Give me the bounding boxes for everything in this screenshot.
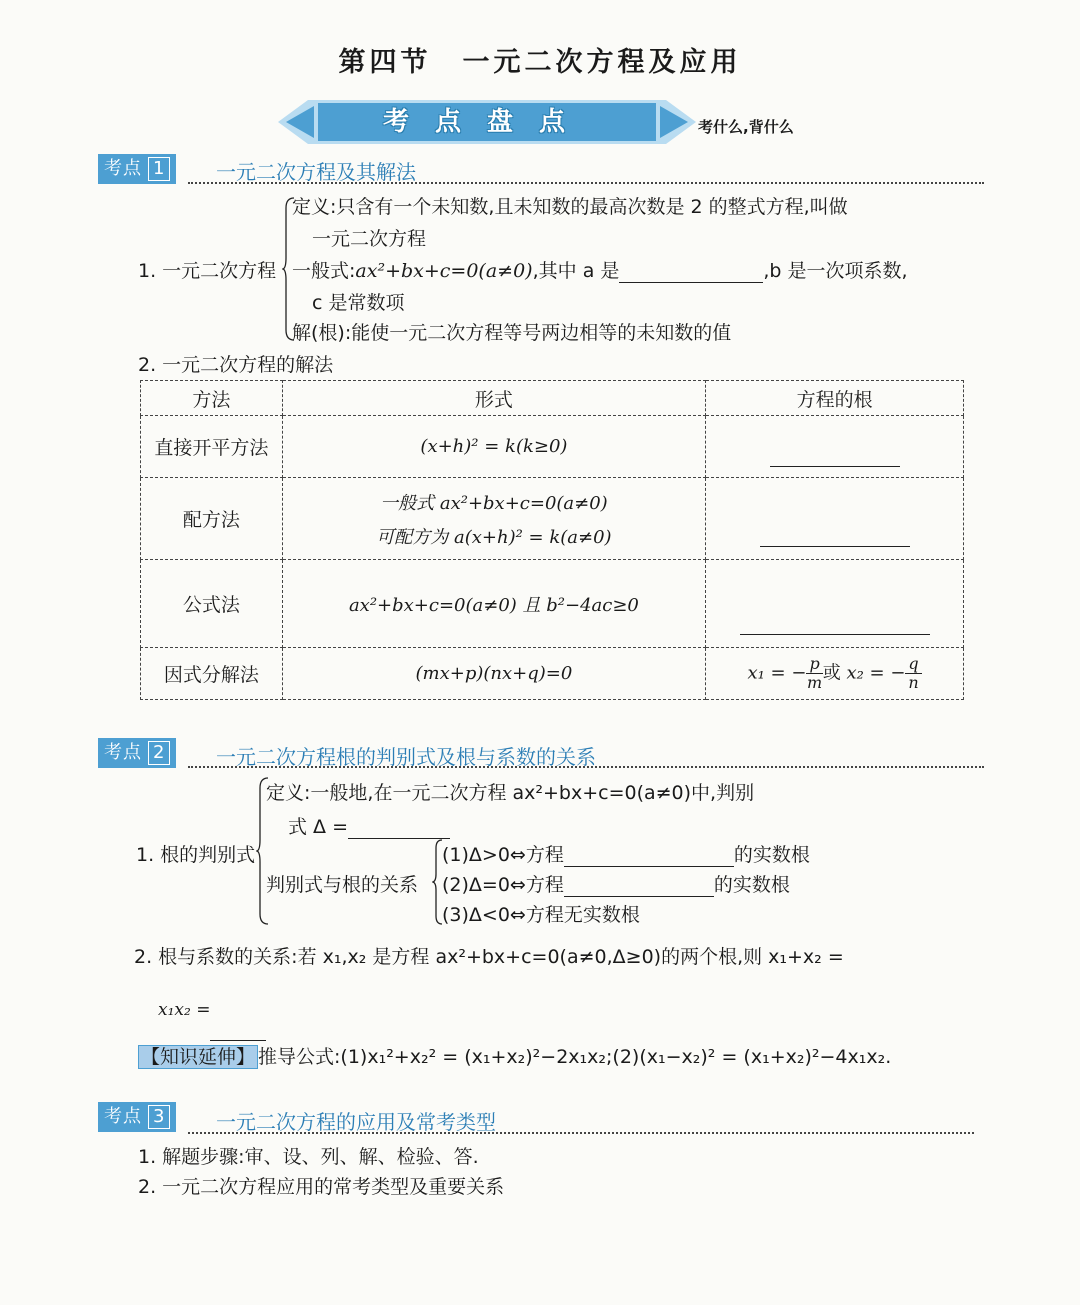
badge-label: 考点 <box>104 1106 142 1127</box>
root-cell <box>706 648 964 700</box>
delta-label: 式 Δ = <box>288 816 348 838</box>
frac-num: p <box>806 655 822 674</box>
case1-prefix: (1)Δ>0⇔方程 <box>442 844 564 866</box>
section-2-title: 一元二次方程根的判别式及根与系数的关系 <box>216 745 596 769</box>
section-1-divider <box>188 182 984 184</box>
s2-item2-text: 2. 根与系数的关系:若 x₁,x₂ 是方程 ax²+bx+c=0(a≠0,Δ≥0)的两个根,则 x₁+x₂ = <box>134 946 844 968</box>
section-1-title: 一元二次方程及其解法 <box>216 160 416 184</box>
form-line: 可配方为 a(x+h)² = k(a≠0) <box>376 526 612 548</box>
frac-den: m <box>806 673 823 692</box>
badge-number: 1 <box>148 157 170 181</box>
solution-methods-table <box>140 380 964 700</box>
header-method: 方法 <box>141 381 283 416</box>
s2-knowledge-extension <box>138 1042 891 1069</box>
knowledge-text: 推导公式:(1)x₁²+x₂² = (x₁+x₂)²−2x₁x₂;(2)(x₁−x₂)² = (x₁+x₂)²−4x₁x₂. <box>258 1046 892 1068</box>
root-cell <box>706 478 964 560</box>
s1-def-line1: 定义:只含有一个未知数,且未知数的最高次数是 2 的整式方程,叫做 <box>292 196 848 218</box>
answer-blank-quadratic-coefficient[interactable] <box>619 260 763 283</box>
table-header-row <box>141 381 964 416</box>
section-3-divider <box>188 1132 974 1134</box>
s2-case1 <box>442 840 810 867</box>
method-cell: 公式法 <box>141 560 283 648</box>
badge-number: 2 <box>148 741 170 765</box>
badge-number: 3 <box>148 1105 170 1129</box>
section-banner <box>278 100 696 144</box>
answer-blank-product[interactable] <box>210 1018 266 1041</box>
table-row <box>141 478 964 560</box>
s1-item2-label: 2. 一元二次方程的解法 <box>138 354 334 376</box>
fraction-q-over-n <box>905 655 921 692</box>
case2-prefix: (2)Δ=0⇔方程 <box>442 874 564 896</box>
header-root: 方程的根 <box>706 381 964 416</box>
s2-def-line1: 定义:一般地,在一元二次方程 ax²+bx+c=0(a≠0)中,判别 <box>266 782 755 804</box>
general-mid: ,其中 a 是 <box>532 260 620 282</box>
general-suffix: ,b 是一次项系数, <box>763 260 908 282</box>
frac-den: n <box>908 673 919 692</box>
answer-blank-case1[interactable] <box>564 844 734 867</box>
s3-step1: 1. 解题步骤:审、设、列、解、检验、答. <box>138 1146 479 1168</box>
answer-blank-discriminant[interactable] <box>348 816 450 839</box>
s1-general-line2: c 是常数项 <box>312 292 405 314</box>
section-3-badge <box>98 1102 176 1132</box>
s1-root-def: 解(根):能使一元二次方程等号两边相等的未知数的值 <box>292 322 732 344</box>
answer-blank-root[interactable] <box>770 444 900 467</box>
root-x1: x₁ = − <box>747 662 807 684</box>
banner-subtitle: 考什么,背什么 <box>698 118 794 136</box>
answer-blank-root[interactable] <box>760 524 910 547</box>
method-cell: 配方法 <box>141 478 283 560</box>
s1-item1-label: 1. 一元二次方程 <box>138 260 277 282</box>
badge-label: 考点 <box>104 742 142 763</box>
s1-def-line2: 一元二次方程 <box>312 228 427 250</box>
form-cell <box>282 478 705 560</box>
s2-item1-label: 1. 根的判别式 <box>136 844 256 866</box>
form-cell: (mx+p)(nx+q)=0 <box>282 648 705 700</box>
banner-title: 考点盘点 <box>382 107 591 137</box>
s2-def-line2 <box>288 812 450 839</box>
section-2-divider <box>188 766 984 768</box>
form-line: 一般式 ax²+bx+c=0(a≠0) <box>380 492 608 514</box>
case2-suffix: 的实数根 <box>713 874 790 896</box>
root-cell <box>706 416 964 478</box>
form-cell: (x+h)² = k(k≥0) <box>282 416 705 478</box>
section-3-title: 一元二次方程的应用及常考类型 <box>216 1110 496 1134</box>
s2-relation-label: 判别式与根的关系 <box>266 874 419 896</box>
answer-blank-case2[interactable] <box>564 874 714 897</box>
root-or: 或 <box>822 662 841 684</box>
general-equation: ax²+bx+c=0(a≠0) <box>355 260 533 282</box>
knowledge-tag: 【知识延伸】 <box>138 1045 258 1069</box>
fraction-p-over-m <box>806 655 822 692</box>
table-row <box>141 416 964 478</box>
s2-case3: (3)Δ<0⇔方程无实数根 <box>442 904 640 926</box>
s2-case2 <box>442 870 790 897</box>
method-cell: 因式分解法 <box>141 648 283 700</box>
s2-product: x₁x₂ = <box>158 1000 211 1020</box>
frac-num: q <box>905 655 921 674</box>
page-title: 第四节 一元二次方程及应用 <box>338 47 742 78</box>
general-prefix: 一般式: <box>292 260 356 282</box>
section-2-badge <box>98 738 176 768</box>
answer-blank-root[interactable] <box>740 612 930 635</box>
table-row <box>141 560 964 648</box>
form-cell: ax²+bx+c=0(a≠0) 且 b²−4ac≥0 <box>282 560 705 648</box>
s1-general-form <box>292 256 908 283</box>
root-cell <box>706 560 964 648</box>
root-x2: x₂ = − <box>846 662 906 684</box>
table-row <box>141 648 964 700</box>
header-form: 形式 <box>282 381 705 416</box>
s3-step2: 2. 一元二次方程应用的常考类型及重要关系 <box>138 1176 505 1198</box>
case1-suffix: 的实数根 <box>733 844 810 866</box>
section-1-badge <box>98 154 176 184</box>
method-cell: 直接开平方法 <box>141 416 283 478</box>
badge-label: 考点 <box>104 158 142 179</box>
